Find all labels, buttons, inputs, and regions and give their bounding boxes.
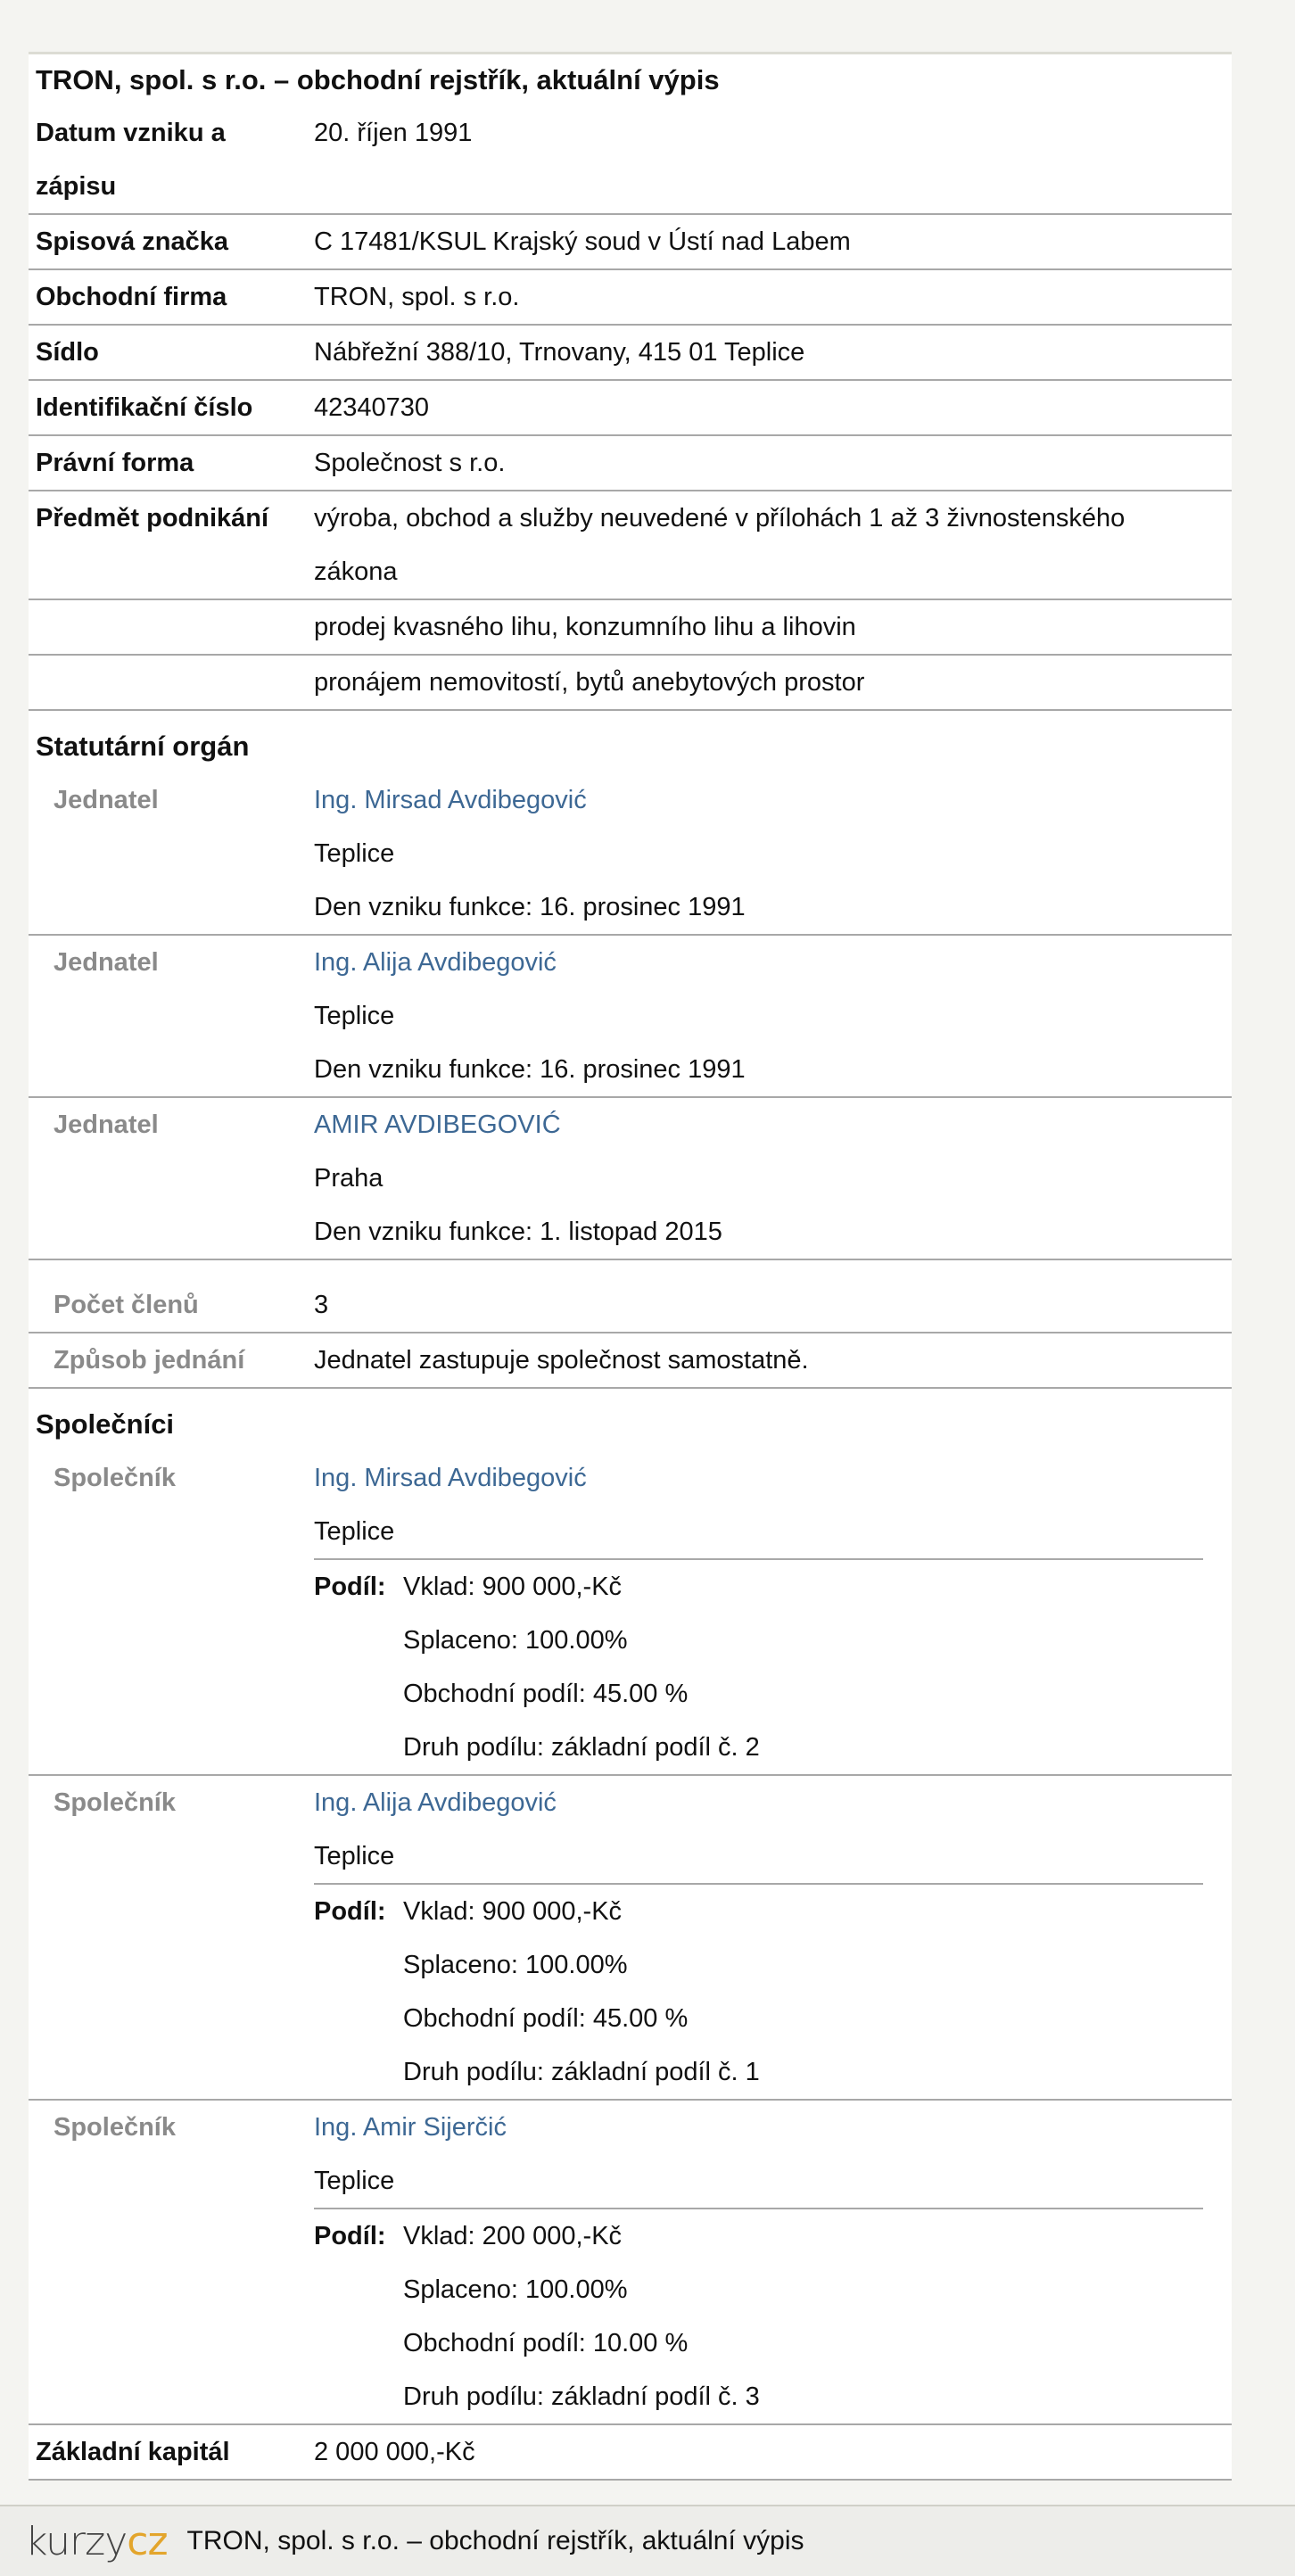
activity-line: výroba, obchod a služby neuvedené v přílohách 1 až 3 živnostenského — [314, 504, 1126, 533]
partner — [29, 2101, 1232, 2425]
activity-line: zákona — [314, 557, 398, 586]
member-details — [314, 773, 1232, 934]
share-label: Podíl: — [314, 2222, 386, 2250]
row-label-empty — [29, 600, 314, 654]
statutory-member — [29, 936, 1232, 1098]
member-details — [314, 936, 1232, 1096]
partner-details — [314, 1451, 1232, 1774]
member-role: Jednatel — [54, 1110, 159, 1139]
row-predmet-podnikani — [29, 491, 1232, 600]
logo-text-kurzy: kurzy — [25, 2518, 128, 2564]
share-druh: Druh podílu: základní podíl č. 1 — [403, 2058, 760, 2086]
section-heading-spolecnici: Společníci — [36, 1408, 175, 1440]
row-label: Identifikační číslo — [36, 393, 253, 422]
share-label: Podíl: — [314, 1573, 386, 1601]
member-city: Teplice — [314, 839, 395, 868]
partner-city: Teplice — [314, 1517, 395, 1546]
row-label-empty — [29, 656, 314, 709]
partner-details — [314, 2101, 1232, 2423]
label-line: Datum vzniku a — [36, 119, 226, 147]
share-vklad: Vklad: 900 000,-Kč — [403, 1573, 623, 1601]
footer-bar — [0, 2505, 1295, 2576]
member-since: Den vzniku funkce: 16. prosinec 1991 — [314, 1055, 746, 1084]
row-zakladni-kapital — [29, 2425, 1232, 2481]
row-value — [314, 491, 1232, 599]
member-name-link[interactable]: Ing. Alija Avdibegović — [314, 948, 557, 977]
row-label: Obchodní firma — [36, 283, 227, 311]
share-block — [314, 2208, 1203, 2423]
row-label: Počet členů — [54, 1291, 199, 1319]
share-splaceno: Splaceno: 100.00% — [403, 1626, 628, 1655]
share-obchodni: Obchodní podíl: 10.00 % — [403, 2329, 689, 2357]
row-obchodni-firma — [29, 270, 1232, 326]
row-value: TRON, spol. s r.o. — [314, 283, 520, 311]
share-obchodni: Obchodní podíl: 45.00 % — [403, 1680, 689, 1708]
row-ico — [29, 381, 1232, 436]
activity-line: pronájem nemovitostí, bytů anebytových prostor — [314, 668, 865, 697]
share-splaceno: Splaceno: 100.00% — [403, 1951, 628, 1979]
page-title: TRON, spol. s r.o. – obchodní rejstřík, aktuální výpis — [36, 64, 720, 95]
member-city: Teplice — [314, 1002, 395, 1030]
partner-name-link[interactable]: Ing. Alija Avdibegović — [314, 1788, 557, 1817]
share-druh: Druh podílu: základní podíl č. 2 — [403, 1733, 760, 1762]
row-label: Sídlo — [36, 338, 99, 367]
member-name-link[interactable]: AMIR AVDIBEGOVIĆ — [314, 1110, 561, 1139]
share-splaceno: Splaceno: 100.00% — [403, 2275, 628, 2304]
row-value: Nábřežní 388/10, Trnovany, 415 01 Teplice — [314, 338, 805, 367]
row-spisova-znacka — [29, 215, 1232, 270]
share-lines — [403, 2209, 1203, 2423]
row-pravni-forma — [29, 436, 1232, 491]
row-datum-vzniku — [29, 106, 1232, 215]
share-lines — [403, 1885, 1203, 2099]
statutory-member — [29, 773, 1232, 936]
spacer — [29, 1260, 1232, 1278]
member-name-link[interactable]: Ing. Mirsad Avdibegović — [314, 786, 587, 814]
row-value: 2 000 000,-Kč — [314, 2438, 475, 2466]
activity-line: prodej kvasného lihu, konzumního lihu a lihovin — [314, 613, 856, 641]
row-pocet-clenu — [29, 1278, 1232, 1333]
partner-role: Společník — [54, 1788, 176, 1817]
row-label: Předmět podnikání — [36, 504, 269, 533]
row-value: 42340730 — [314, 393, 430, 422]
partner-city: Teplice — [314, 1842, 395, 1870]
share-vklad: Vklad: 200 000,-Kč — [403, 2222, 623, 2250]
kurzy-cz-logo[interactable] — [25, 2519, 168, 2564]
row-sidlo — [29, 326, 1232, 381]
partner-details — [314, 1776, 1232, 2099]
statutory-member — [29, 1098, 1232, 1260]
row-label: Způsob jednání — [54, 1346, 245, 1375]
member-since: Den vzniku funkce: 16. prosinec 1991 — [314, 893, 746, 921]
row-predmet-item — [29, 656, 1232, 711]
footer-title: TRON, spol. s r.o. – obchodní rejstřík, aktuální výpis — [186, 2526, 804, 2555]
share-block — [314, 1558, 1203, 1774]
share-lines — [403, 1560, 1203, 1774]
partner-role: Společník — [54, 1464, 176, 1492]
partner-role: Společník — [54, 2113, 176, 2142]
share-label: Podíl: — [314, 1897, 386, 1926]
row-predmet-item — [29, 600, 1232, 656]
member-role: Jednatel — [54, 786, 159, 814]
row-value: C 17481/KSUL Krajský soud v Ústí nad Labem — [314, 227, 851, 256]
section-heading-statutarni: Statutární orgán — [36, 731, 250, 762]
member-details — [314, 1098, 1232, 1259]
partner — [29, 1776, 1232, 2101]
share-druh: Druh podílu: základní podíl č. 3 — [403, 2382, 760, 2411]
member-since: Den vzniku funkce: 1. listopad 2015 — [314, 1218, 722, 1246]
row-value: Společnost s r.o. — [314, 449, 506, 477]
partner-name-link[interactable]: Ing. Amir Sijerčić — [314, 2113, 507, 2142]
row-value: 3 — [314, 1291, 329, 1319]
row-zpusob-jednani — [29, 1333, 1232, 1389]
row-value: 20. říjen 1991 — [314, 119, 473, 147]
row-value: Jednatel zastupuje společnost samostatně. — [314, 1346, 809, 1375]
logo-text-cz: cz — [127, 2518, 168, 2564]
partner-city: Teplice — [314, 2167, 395, 2195]
row-label: Právní forma — [36, 449, 194, 477]
row-label: Základní kapitál — [36, 2438, 230, 2466]
partner-name-link[interactable]: Ing. Mirsad Avdibegović — [314, 1464, 587, 1492]
row-label — [29, 106, 314, 213]
share-obchodni: Obchodní podíl: 45.00 % — [403, 2004, 689, 2033]
member-role: Jednatel — [54, 948, 159, 977]
row-label: Spisová značka — [36, 227, 228, 256]
label-line: zápisu — [36, 172, 117, 201]
member-city: Praha — [314, 1164, 384, 1193]
partner — [29, 1451, 1232, 1776]
share-block — [314, 1883, 1203, 2099]
share-vklad: Vklad: 900 000,-Kč — [403, 1897, 623, 1926]
register-extract — [29, 52, 1232, 2481]
